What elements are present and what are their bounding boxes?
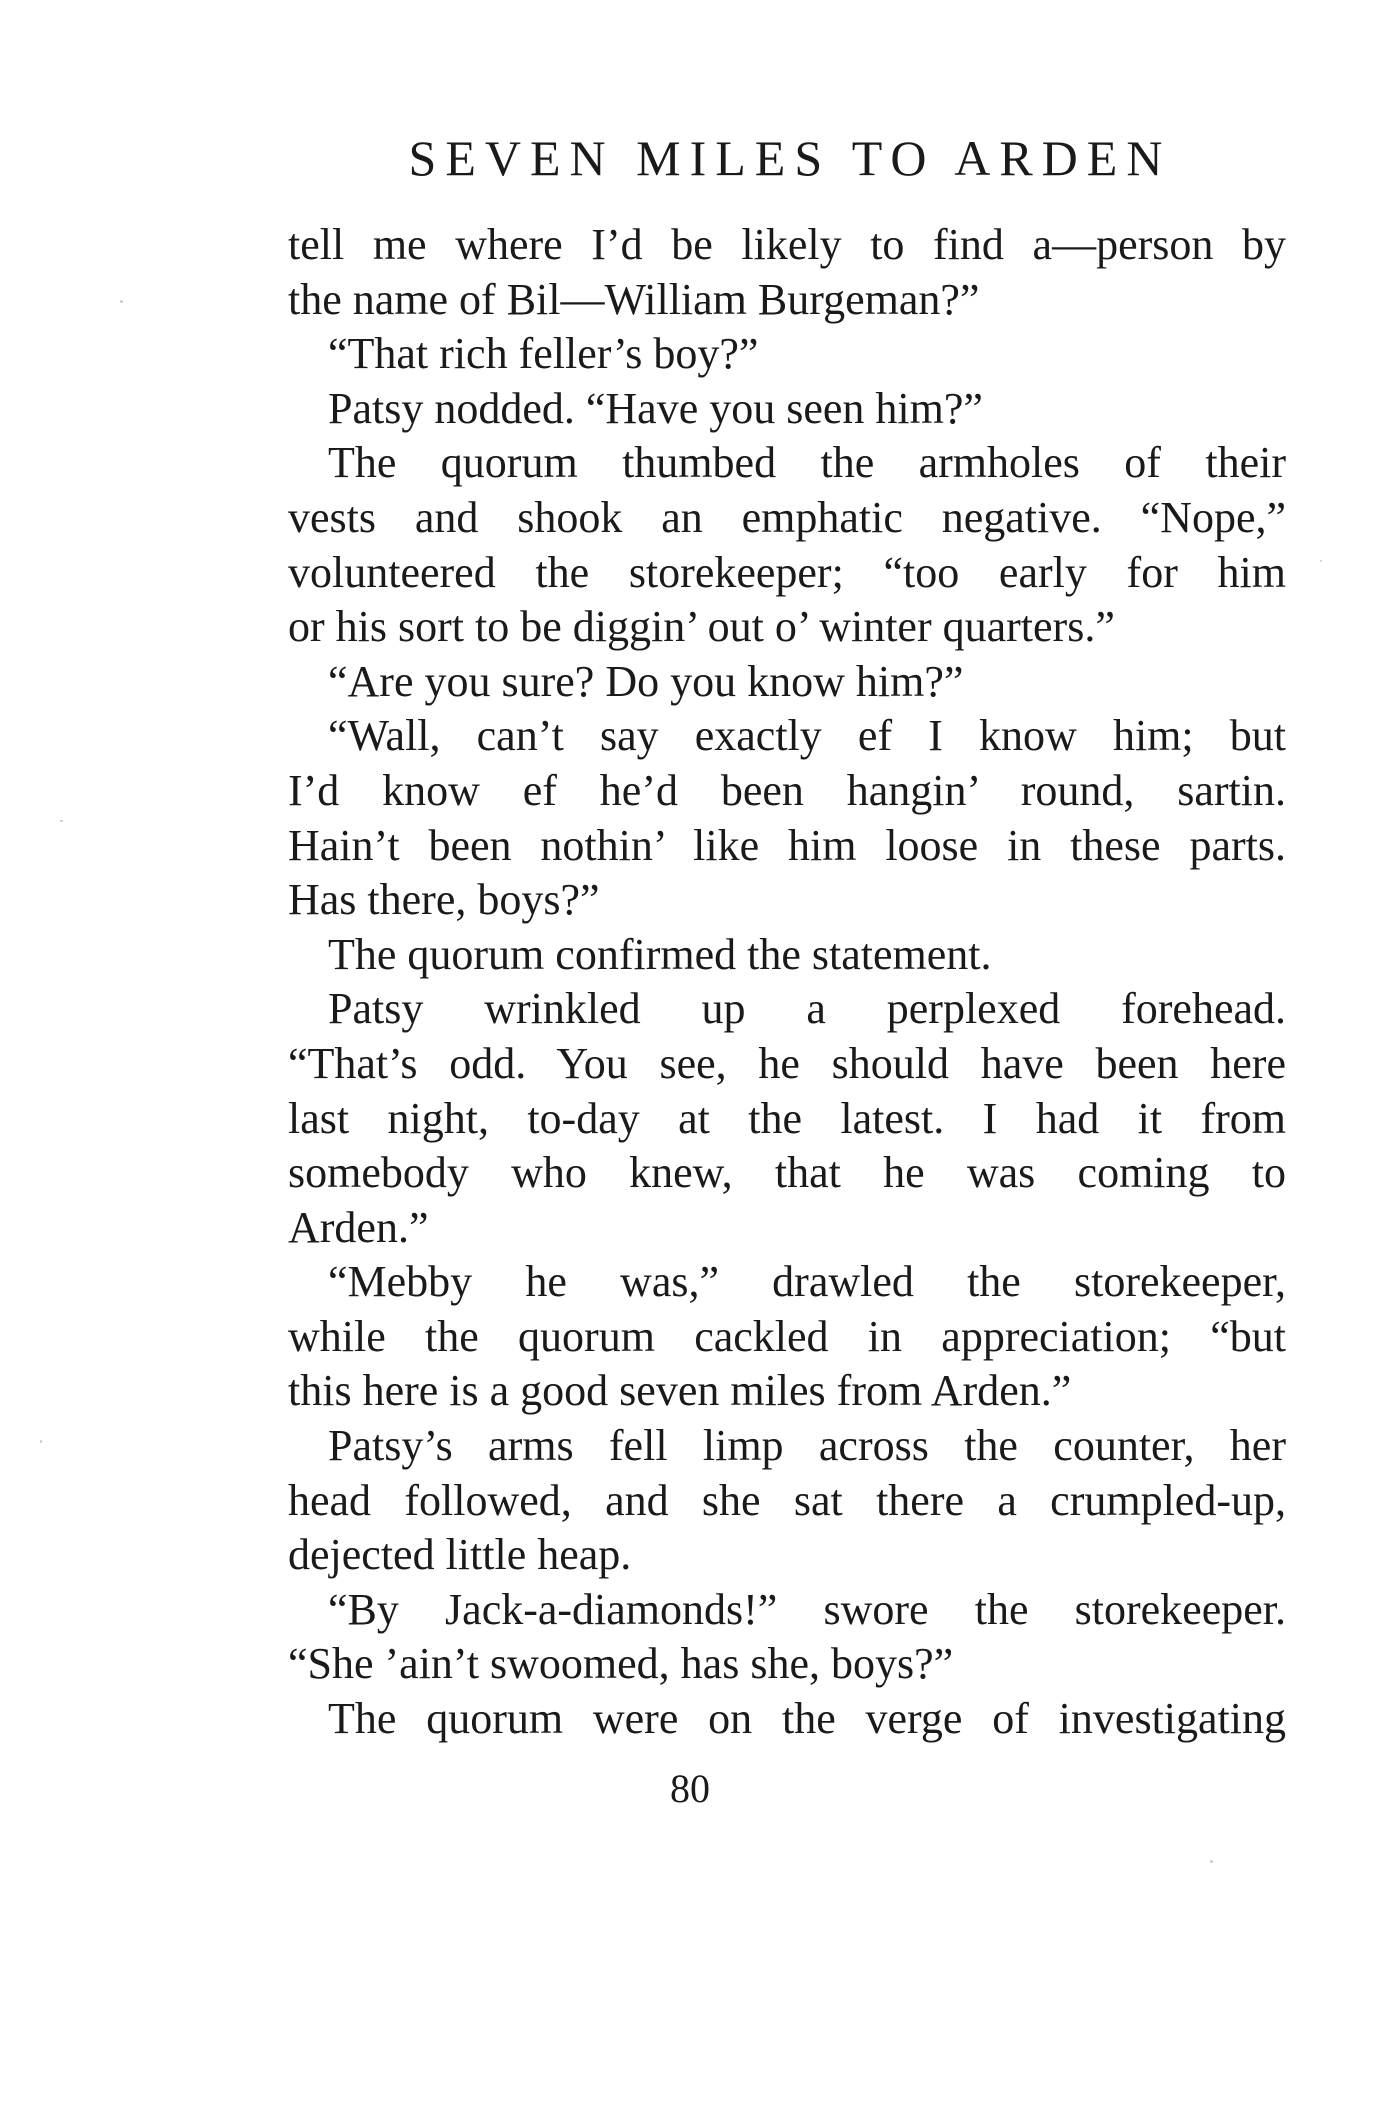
text-line: Has there, boys?” [288, 875, 600, 925]
text-line: “Are you sure? Do you know him?” [328, 656, 964, 706]
text-line: the name of Bil—William Burgeman?” [288, 274, 980, 324]
text-line: this here is a good seven miles from Arden.” [288, 1366, 1072, 1416]
text-line: The quorum thumbed the armholes of their [328, 438, 1286, 488]
text-line: Patsy’s arms fell limp across the counter, her [328, 1421, 1286, 1471]
text-line: last night, to-day at the latest. I had it from [288, 1093, 1286, 1143]
text-line: “That rich feller’s boy?” [328, 329, 759, 379]
text-line: The quorum were on the verge of investigating [328, 1694, 1286, 1744]
paper-speck [1320, 560, 1322, 562]
text-line: The quorum confirmed the statement. [328, 929, 992, 979]
page-number: 80 [670, 1766, 710, 1811]
text-line: Patsy nodded. “Have you seen him?” [328, 383, 983, 433]
text-line: Hain’t been nothin’ like him loose in these parts. [288, 820, 1286, 870]
paper-speck [40, 1440, 42, 1443]
text-line: I’d know ef he’d been hangin’ round, sartin. [288, 765, 1286, 815]
paper-speck [1210, 1860, 1213, 1863]
text-line: dejected little heap. [288, 1530, 632, 1580]
text-line: Patsy wrinkled up a perplexed forehead. [328, 984, 1286, 1034]
running-head: SEVEN MILES TO ARDEN [408, 130, 1172, 186]
text-line: “That’s odd. You see, he should have been here [288, 1038, 1286, 1088]
text-line: “She ’ain’t swoomed, has she, boys?” [288, 1639, 954, 1689]
text-line: “Mebby he was,” drawled the storekeeper, [328, 1257, 1286, 1307]
text-line: vests and shook an emphatic negative. “Nope,” [288, 492, 1286, 542]
text-line: “Wall, can’t say exactly ef I know him; but [328, 711, 1286, 761]
text-line: somebody who knew, that he was coming to [288, 1148, 1286, 1198]
body-text [288, 218, 1286, 1747]
text-line: or his sort to be diggin’ out o’ winter quarters.” [288, 602, 1115, 652]
text-line: while the quorum cackled in appreciation; “but [288, 1311, 1286, 1361]
paper-speck [60, 820, 63, 822]
text-line: Arden.” [288, 1202, 429, 1252]
text-line: volunteered the storekeeper; “too early for him [288, 547, 1286, 597]
text-line: “By Jack-a-diamonds!” swore the storekeeper. [328, 1584, 1286, 1634]
text-line: head followed, and she sat there a crumpled-up, [288, 1475, 1286, 1525]
text-line: tell me where I’d be likely to find a—person by [288, 220, 1286, 269]
paper-speck [120, 300, 123, 303]
